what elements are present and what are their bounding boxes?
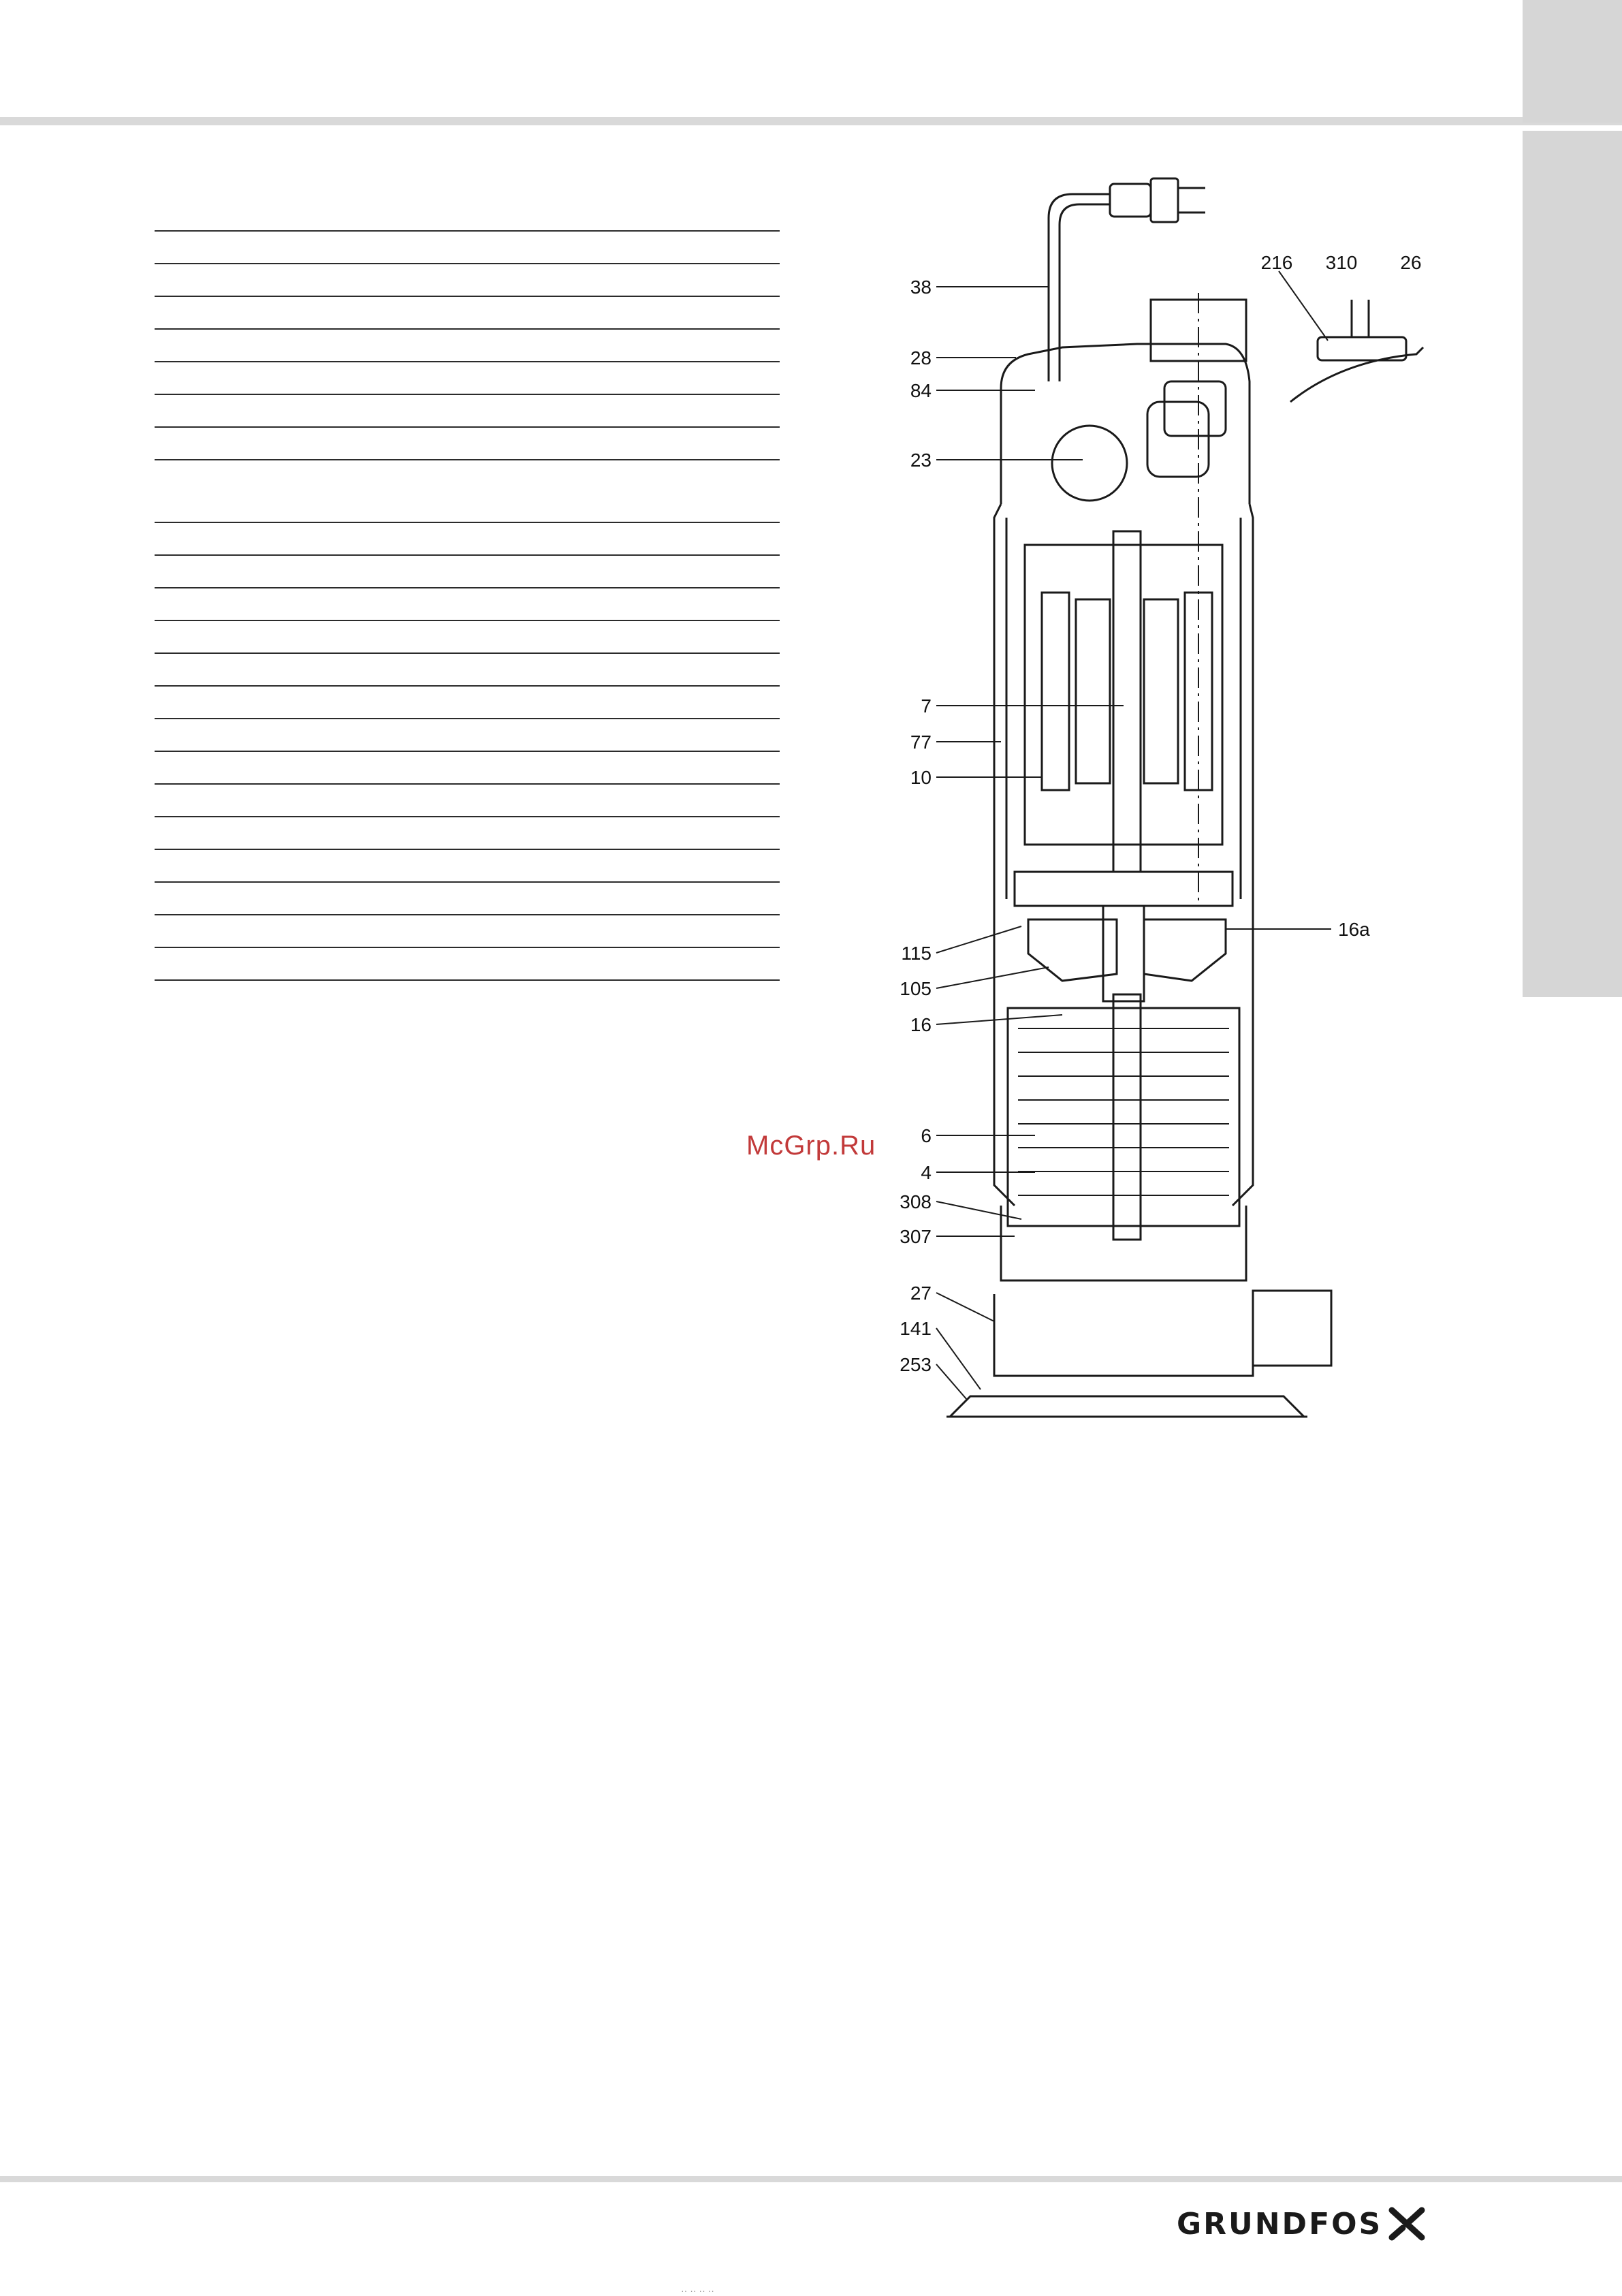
callout-16a: 16a bbox=[1338, 919, 1370, 940]
stator bbox=[1025, 545, 1222, 845]
cable bbox=[1049, 194, 1110, 381]
callout-27: 27 bbox=[910, 1283, 932, 1304]
table-rule bbox=[155, 263, 780, 264]
table-rule bbox=[155, 230, 780, 232]
table-rule bbox=[155, 685, 780, 687]
table-rule bbox=[155, 620, 780, 621]
watermark: McGrp.Ru bbox=[746, 1131, 876, 1161]
callout-216: 216 bbox=[1260, 252, 1293, 273]
pump-stages bbox=[1008, 1008, 1239, 1226]
footer-code: ·· ·· ·· ·· bbox=[681, 2285, 714, 2296]
callout-310: 310 bbox=[1325, 252, 1358, 273]
table-rule bbox=[155, 881, 780, 883]
callout-307: 307 bbox=[900, 1226, 932, 1247]
corner-tab bbox=[1523, 0, 1622, 123]
callout-105: 105 bbox=[900, 978, 932, 999]
table-rule bbox=[155, 849, 780, 850]
callout-7: 7 bbox=[921, 695, 932, 717]
callout-141: 141 bbox=[900, 1318, 932, 1339]
table-rule bbox=[155, 947, 780, 948]
detail-inset bbox=[1290, 347, 1423, 402]
table-rule bbox=[155, 426, 780, 428]
table-rule bbox=[155, 328, 780, 330]
header-rule bbox=[0, 117, 1622, 125]
table-rule bbox=[155, 816, 780, 817]
side-tab bbox=[1523, 131, 1622, 997]
table-rule bbox=[155, 783, 780, 785]
table-rule bbox=[155, 652, 780, 654]
callout-26: 26 bbox=[1400, 252, 1422, 273]
brand-name: GRUNDFOS bbox=[1177, 2206, 1383, 2242]
table-rule bbox=[155, 394, 780, 395]
callout-23: 23 bbox=[910, 450, 932, 471]
table-rule bbox=[155, 296, 780, 297]
table-rule bbox=[155, 459, 780, 460]
table-rule bbox=[155, 718, 780, 719]
callout-308: 308 bbox=[900, 1191, 932, 1212]
plug bbox=[1110, 184, 1151, 217]
footer-rule bbox=[0, 2176, 1622, 2182]
table-rule bbox=[155, 361, 780, 362]
brand-logo bbox=[1177, 2197, 1427, 2251]
capacitor bbox=[1052, 426, 1127, 501]
callout-16: 16 bbox=[910, 1014, 932, 1035]
table-rule bbox=[155, 979, 780, 981]
callout-6: 6 bbox=[921, 1125, 932, 1146]
pump-cross-section-diagram bbox=[872, 157, 1422, 1437]
callout-253: 253 bbox=[900, 1354, 932, 1375]
table-rule bbox=[155, 522, 780, 523]
callout-77: 77 bbox=[910, 732, 932, 753]
table-rule bbox=[155, 587, 780, 588]
rotor-shaft bbox=[1113, 531, 1141, 872]
base-housing bbox=[1001, 1206, 1246, 1280]
outer-sleeve bbox=[994, 504, 1015, 1206]
callout-84: 84 bbox=[910, 380, 932, 401]
callout-10: 10 bbox=[910, 767, 932, 788]
motor-top-housing bbox=[1001, 344, 1250, 504]
parts-table bbox=[155, 230, 780, 985]
brand-mark-icon bbox=[1386, 2203, 1427, 2244]
discharge-port bbox=[1253, 1291, 1331, 1366]
table-rule bbox=[155, 914, 780, 915]
base-plate bbox=[950, 1396, 1304, 1417]
table-rule bbox=[155, 751, 780, 752]
callout-115: 115 bbox=[901, 943, 932, 964]
callout-4: 4 bbox=[921, 1162, 932, 1183]
callout-38: 38 bbox=[910, 277, 932, 298]
callout-28: 28 bbox=[910, 347, 932, 368]
table-rule bbox=[155, 554, 780, 556]
